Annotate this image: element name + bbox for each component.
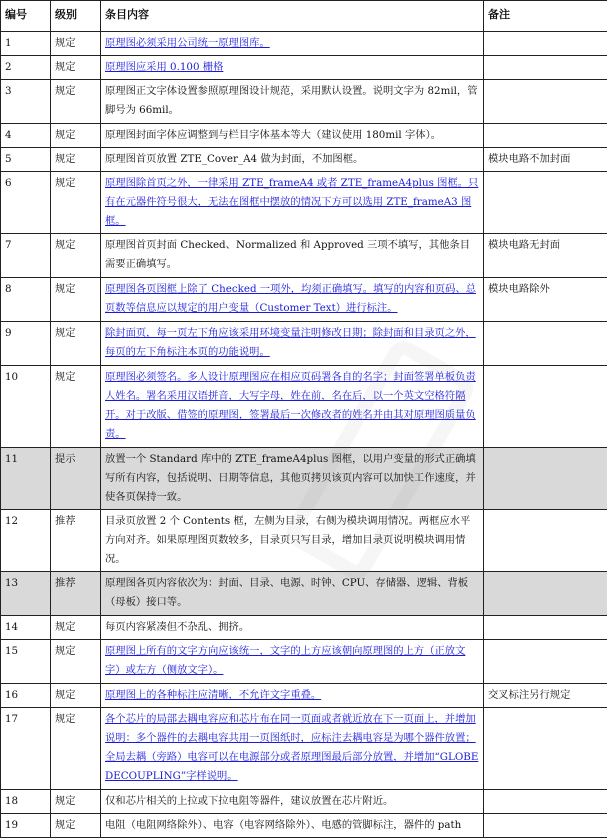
row-number: 11 xyxy=(1,448,51,510)
row-level: 规定 xyxy=(51,234,101,278)
row-note xyxy=(484,32,607,56)
row-note xyxy=(484,708,607,790)
row-number: 1 xyxy=(1,32,51,56)
row-content: 每页内容紧凑但不杂乱、拥挤。 xyxy=(101,616,484,640)
table-body xyxy=(1,32,607,838)
row-level: 规定 xyxy=(51,148,101,172)
row-number: 10 xyxy=(1,366,51,448)
row-level: 规定 xyxy=(51,366,101,448)
row-number: 15 xyxy=(1,640,51,684)
row-note: 模块电路无封面 xyxy=(484,234,607,278)
header-number: 编号 xyxy=(1,1,51,32)
table-row xyxy=(1,322,607,366)
table-row xyxy=(1,172,607,234)
row-level: 规定 xyxy=(51,790,101,814)
row-number: 16 xyxy=(1,684,51,708)
row-content: 原理图首页放置 ZTE_Cover_A4 做为封面，不加图框。 xyxy=(101,148,484,172)
row-number: 2 xyxy=(1,56,51,80)
row-number: 9 xyxy=(1,322,51,366)
row-content[interactable]: 原理图必须采用公司统一原理图库。 xyxy=(101,32,484,56)
row-note xyxy=(484,172,607,234)
row-note xyxy=(484,56,607,80)
row-number: 7 xyxy=(1,234,51,278)
row-content: 原理图封面字体应调整到与栏目字体基本等大（建议使用 180mil 字体）。 xyxy=(101,124,484,148)
table-row xyxy=(1,572,607,616)
row-level: 规定 xyxy=(51,616,101,640)
row-note xyxy=(484,616,607,640)
row-level: 规定 xyxy=(51,278,101,322)
row-level: 规定 xyxy=(51,80,101,124)
table-row xyxy=(1,148,607,172)
row-note xyxy=(484,448,607,510)
header-content: 条目内容 xyxy=(101,1,484,32)
table-row xyxy=(1,510,607,572)
table-row xyxy=(1,32,607,56)
row-level: 规定 xyxy=(51,172,101,234)
row-number: 14 xyxy=(1,616,51,640)
row-content: 仅和芯片相关的上拉或下拉电阻等器件，建议放置在芯片附近。 xyxy=(101,790,484,814)
table-row xyxy=(1,814,607,838)
row-content[interactable]: 各个芯片的局部去耦电容应和芯片布在同一页面或者就近放在下一页面上，并增加说明：多个器件的去耦电容共用一页图纸时，应标注去耦电容是为哪个器件放置；全局去耦（旁路）电容可以在电源部分或者原理图最后部分放置，并增加“GLOBE DECOUPLING”字样说明。 xyxy=(101,708,484,790)
table-row xyxy=(1,366,607,448)
row-content[interactable]: 原理图上的各种标注应清晰，不允许文字重叠。 xyxy=(101,684,484,708)
row-level: 规定 xyxy=(51,56,101,80)
table-row xyxy=(1,640,607,684)
row-content[interactable]: 除封面页，每一页左下角应该采用环境变量注明修改日期；除封面和目录页之外，每页的左下角标注本页的功能说明。 xyxy=(101,322,484,366)
row-content[interactable]: 原理图应采用 0.100 栅格 xyxy=(101,56,484,80)
row-note xyxy=(484,572,607,616)
row-note xyxy=(484,510,607,572)
table-row xyxy=(1,234,607,278)
row-level: 规定 xyxy=(51,684,101,708)
row-content: 电阻（电阻网络除外）、电容（电容网络除外）、电感的管脚标注，器件的 path xyxy=(101,814,484,838)
header-level: 级别 xyxy=(51,1,101,32)
row-number: 3 xyxy=(1,80,51,124)
row-note xyxy=(484,640,607,684)
row-content: 目录页放置 2 个 Contents 框，左侧为目录，右侧为模块调用情况。两框应水平方向对齐。如果原理图页数较多，目录页只写目录，增加目录页说明模块调用情况。 xyxy=(101,510,484,572)
row-level: 规定 xyxy=(51,708,101,790)
row-content[interactable]: 原理图各页图框上除了 Checked 一项外，均须正确填写。填写的内容和页码、总页数等信息应以规定的用户变量（Customer Text）进行标注。 xyxy=(101,278,484,322)
row-note xyxy=(484,124,607,148)
row-note: 模块电路不加封面 xyxy=(484,148,607,172)
row-level: 规定 xyxy=(51,640,101,684)
row-note xyxy=(484,814,607,838)
row-level: 规定 xyxy=(51,32,101,56)
row-number: 18 xyxy=(1,790,51,814)
row-content: 原理图各页内容依次为：封面、目录、电源、时钟、CPU、存储器、逻辑、背板（母板）接口等。 xyxy=(101,572,484,616)
row-note: 交叉标注另行规定 xyxy=(484,684,607,708)
row-note xyxy=(484,80,607,124)
table-row xyxy=(1,616,607,640)
table-header-row xyxy=(1,1,607,32)
table-row xyxy=(1,80,607,124)
row-number: 8 xyxy=(1,278,51,322)
table-row xyxy=(1,124,607,148)
row-number: 4 xyxy=(1,124,51,148)
row-number: 19 xyxy=(1,814,51,838)
row-level: 规定 xyxy=(51,124,101,148)
row-content: 原理图首页封面 Checked、Normalized 和 Approved 三项不填写，其他条目需要正确填写。 xyxy=(101,234,484,278)
table-row xyxy=(1,708,607,790)
row-number: 13 xyxy=(1,572,51,616)
row-content[interactable]: 原理图必须签名。多人设计原理图应在相应页码署各自的名字；封面签署单板负责人姓名。署名采用汉语拼音，大写字母，姓在前，名在后，以一个英文空格符隔开。对于改版、借签的原理图，签署最后一次修改者的姓名并由其对原理图质量负责。 xyxy=(101,366,484,448)
row-level: 提示 xyxy=(51,448,101,510)
row-number: 6 xyxy=(1,172,51,234)
row-level: 推荐 xyxy=(51,510,101,572)
row-content[interactable]: 原理图上所有的文字方向应该统一，文字的上方应该朝向原理图的上方（正放文字）或左方（侧放文字）。 xyxy=(101,640,484,684)
header-note: 备注 xyxy=(484,1,607,32)
table-row xyxy=(1,448,607,510)
row-note xyxy=(484,366,607,448)
row-content: 原理图正文字体设置参照原理图设计规范，采用默认设置。说明文字为 82mil，管脚号为 66mil。 xyxy=(101,80,484,124)
row-note xyxy=(484,790,607,814)
table-row xyxy=(1,790,607,814)
row-note: 模块电路除外 xyxy=(484,278,607,322)
row-content[interactable]: 原理图除首页之外，一律采用 ZTE_frameA4 或者 ZTE_frameA4plus 图框。只有在元器件符号很大，无法在图框中摆放的情况下方可以选用 ZTE_frameA3 图框。 xyxy=(101,172,484,234)
row-level: 推荐 xyxy=(51,572,101,616)
table-row xyxy=(1,278,607,322)
row-content: 放置一个 Standard 库中的 ZTE_frameA4plus 图框，以用户变量的形式正确填写所有内容，包括说明、日期等信息，其他页拷贝该页内容可以加快工作速度，并使各页保持一致。 xyxy=(101,448,484,510)
row-number: 12 xyxy=(1,510,51,572)
row-level: 规定 xyxy=(51,322,101,366)
table-row xyxy=(1,684,607,708)
row-level: 规定 xyxy=(51,814,101,838)
table-row xyxy=(1,56,607,80)
row-note xyxy=(484,322,607,366)
row-number: 17 xyxy=(1,708,51,790)
row-number: 5 xyxy=(1,148,51,172)
